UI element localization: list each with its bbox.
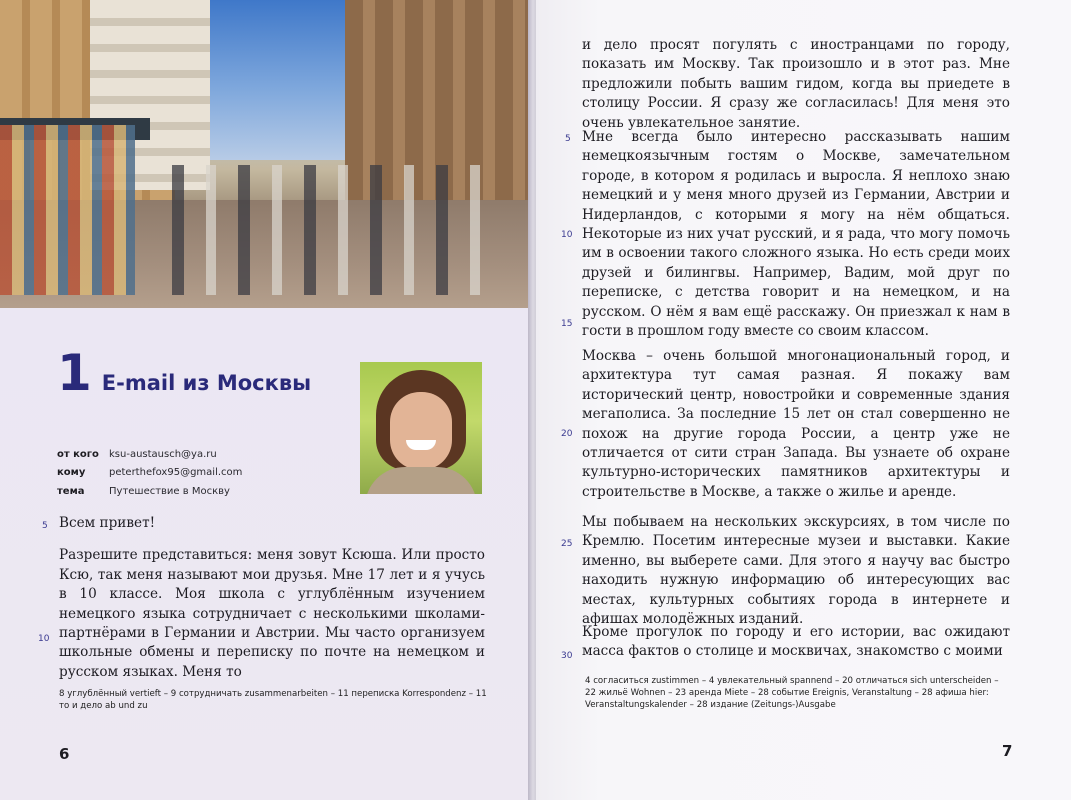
chapter-title: E-mail из Москвы (101, 371, 312, 395)
chapter-heading (57, 344, 312, 402)
glossary-right: 4 согласиться zustimmen – 4 увлекательный spannend – 20 отличаться sich unterscheiden – 22 жильё Wohnen – 23 аренда Miete – 28 событие Ereignis, Veranstaltung – 28 афиша hier: Veranstaltungskalender – 28 издание (Zeitungs-)Ausgabe (585, 676, 999, 711)
left-page (0, 0, 530, 800)
email-meta (57, 445, 242, 501)
line-number: 30 (561, 651, 573, 661)
page-number-left: 6 (59, 745, 70, 763)
paragraph: и дело просят погулять с иностранцами по городу, показать им Москву. Так произошло и в этот раз. Мне предложили побыть вашим гидом, когда вы приедете в столицу России. Я сразу же согласилась! Для меня это очень увлекательное занятие. (582, 37, 1010, 131)
page-number-right: 7 (1002, 742, 1013, 760)
email-meta-subject: тема Путешествие в Москву (57, 485, 230, 497)
chapter-number: 1 (57, 344, 92, 402)
paragraph: Кроме прогулок по городу и его истории, вас ожидают масса фактов о столице и москвичах, знакомство с моими (582, 624, 1010, 660)
portrait-photo (360, 362, 482, 494)
line-number: 5 (42, 521, 48, 531)
letter-body-left (59, 514, 485, 682)
line-number: 10 (561, 230, 573, 240)
line-number: 15 (561, 319, 573, 329)
email-meta-from: от кого ksu-austausch@ya.ru (57, 448, 217, 460)
paragraph: Разрешите представиться: меня зовут Ксюша. Или просто Ксю, так меня называют мои друзья. Мне 17 лет и я учусь в 10 классе. Моя школа с углублённым изучением немецкого языка сотрудничает с несколькими школами-партнёрами в Германии и Австрии. Мы часто организуем школьные обмены и переписку по почте на немецком и русском языках. Меня то (59, 547, 485, 680)
street-photo (0, 0, 528, 308)
line-number: 10 (38, 634, 50, 644)
paragraph: Мы побываем на нескольких экскурсиях, в том числе по Кремлю. Посетим интересные музеи и выставки. Какие именно, вы выберете сами. Для этого я научу вас быстро находить нужную информацию об интересующих вас местах, культурных событиях города в интернете и афишах молодёжных изданий. (582, 514, 1010, 628)
line-number: 5 (565, 134, 571, 144)
line-number: 20 (561, 429, 573, 439)
paragraph: Москва – очень большой многонациональный город, и архитектура тут самая разная. Я покажу вам исторический центр, новостройки и современные здания мегаполиса. За последние 15 лет он стал совершенно не похож на другие города России, а центр уже не отличается от сити стран Запада. Вы узнаете об охране культурно-исторических памятников архитектуры и строительстве в Москве, а также о жилье и аренде. (582, 348, 1010, 500)
line-number: 25 (561, 539, 573, 549)
glossary-left: 8 углублённый vertieft – 9 сотрудничать zusammenarbeiten – 11 переписка Korrespondenz – 11 то и дело ab und zu (59, 689, 487, 712)
email-meta-to: кому peterthefox95@gmail.com (57, 467, 243, 479)
paragraph: Мне всегда было интересно рассказывать нашим немецкоязычным гостям о Москве, замечательном городе, в котором я родилась и выросла. Я неплохо знаю немецкий и у меня много друзей из Германии, Австрии и Нидерландов, с которыми я могу на нём общаться. Некоторые из них учат русский, и я рада, что могу помочь им в освоении такого сложного языка. Но есть среди моих друзей и билингвы. Например, Вадим, мой друг по переписке, с детства говорит и на немецком, и на русском. О нём я вам ещё расскажу. Он приезжал к нам в гости в прошлом году вместе со своим классом. (582, 129, 1010, 340)
greeting: Всем привет! (59, 515, 156, 531)
